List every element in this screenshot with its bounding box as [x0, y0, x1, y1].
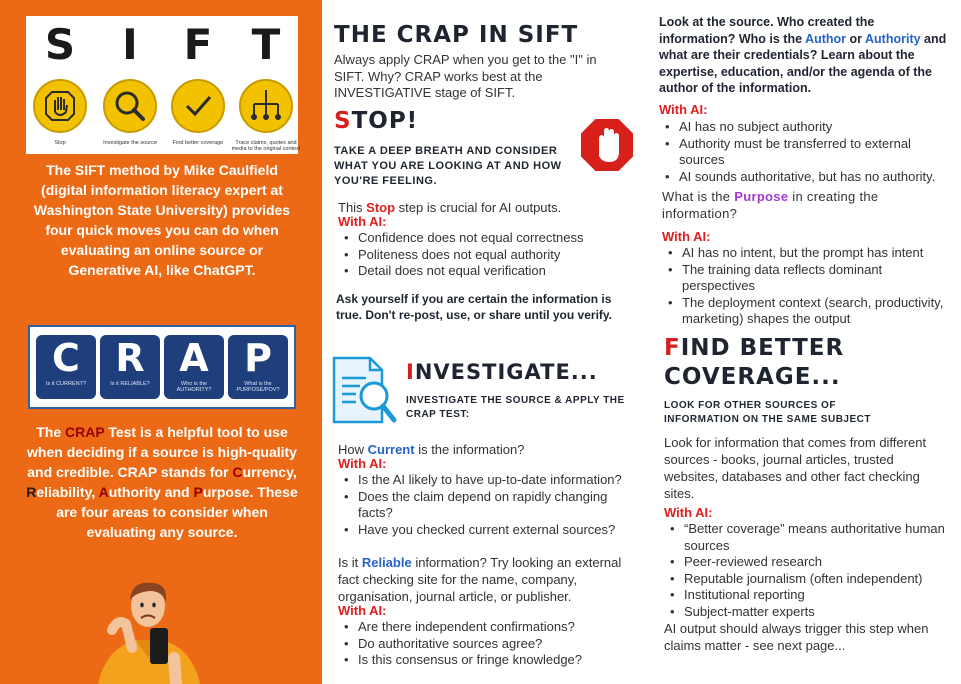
purpose-ai-list — [660, 245, 952, 328]
current-keyword: Current — [367, 442, 415, 457]
list-item: • The training data reflects dominant perspectives — [660, 262, 952, 295]
sift-letter-i: I — [122, 20, 138, 69]
current-ai-list — [336, 472, 636, 538]
heading-initial: F — [664, 335, 681, 361]
sift-graphic — [26, 16, 301, 154]
text-span: information? Try looking an external fact checking site for the name, company, organisation, journal article, or publisher. — [338, 555, 622, 604]
crap-in-sift-text: Always apply CRAP when you get to the "I" in SIFT. Why? CRAP works best at the INVESTIGATIVE stage of SIFT. — [334, 52, 597, 100]
list-item: • AI sounds authoritative, but has no authority. — [657, 169, 949, 186]
investigate-subtitle: INVESTIGATE THE SOURCE & APPLY THE CRAP TEST: — [406, 395, 625, 420]
purpose-question — [662, 188, 942, 222]
text-span: uthority and — [108, 484, 194, 500]
find-text: Look for information that comes from different sources - books, journal articles, trusted websites, databases and other fact checking sites. — [664, 435, 927, 501]
stop-sign-icon — [578, 116, 636, 174]
crap-caption: Who is the AUTHORITY? — [176, 381, 212, 393]
stop-subtitle: TAKE A DEEP BREATH AND CONSIDER WHAT YOU ARE LOOKING AT AND HOW YOU'RE FEELING. — [334, 145, 562, 187]
crap-tile-a — [164, 335, 224, 399]
stop-keyword: Stop — [366, 200, 396, 215]
crap-caption: Is it RELIABLE? — [110, 381, 150, 387]
sift-label-stop: Stop — [54, 140, 66, 146]
sift-intro-text: The SIFT method by Mike Caulfield (digital information literacy expert at Washington State University) provides four quick moves you can do when evaluating an online source or Generative AI, like ChatGPT. — [33, 162, 291, 278]
crap-letter: R — [115, 336, 145, 380]
letter-c: C — [232, 464, 243, 480]
list-item: • Does the claim depend on rapidly changing facts? — [336, 489, 636, 522]
list-item: • Have you checked current external sources? — [336, 522, 636, 539]
text-span: What is the — [662, 189, 735, 204]
crap-tile-c — [36, 335, 96, 399]
crap-graphic — [28, 325, 296, 409]
text-span: urrency, — [242, 464, 297, 480]
authority-keyword: Authority — [865, 31, 921, 46]
list-item: • Subject-matter experts — [662, 604, 952, 621]
find-heading — [664, 334, 844, 392]
list-item: • Politeness does not equal authority — [336, 247, 626, 264]
letter-r: R — [26, 484, 37, 500]
letter-a: A — [98, 484, 109, 500]
person-phone-illustration — [92, 578, 204, 684]
text-span: and what are their credentials? Learn about the expertise, education, and/or the agenda of the author of the information. — [659, 31, 947, 95]
heading-rest: TOP! — [351, 108, 419, 134]
find-ai-list — [662, 521, 952, 620]
text-span: in creating the information? — [662, 189, 879, 221]
reliable-ai-list — [336, 619, 636, 669]
find-with-ai-label: With AI: — [664, 505, 713, 520]
text-span: The — [36, 424, 66, 440]
author-ai-list — [657, 119, 949, 185]
heading-initial: I — [406, 360, 415, 384]
list-item: • Authority must be transferred to external sources — [657, 136, 949, 169]
text-span: Look at the source. Who created the information? Who is the — [659, 15, 875, 46]
crap-caption: Is it CURRENT? — [45, 381, 87, 387]
stop-ai-list — [336, 230, 626, 280]
document-magnifier-icon — [330, 354, 400, 428]
list-item: • Confidence does not equal correctness — [336, 230, 626, 247]
crap-keyword: CRAP — [65, 424, 105, 440]
reliable-question — [338, 554, 634, 605]
text-span: is the information? — [414, 442, 525, 457]
list-item: • Reputable journalism (often independent) — [662, 571, 952, 588]
heading-rest: NVESTIGATE... — [414, 360, 598, 384]
list-item: • AI has no subject authority — [657, 119, 949, 136]
stop-with-ai-label: With AI: — [338, 214, 387, 229]
list-item: • The deployment context (search, productivity, marketing) shapes the output — [660, 295, 952, 328]
checkmark-icon — [170, 78, 226, 134]
text-span: Test is a helpful tool to use when deciding if a source is high-quality and credible. CRAP stands for — [27, 424, 297, 480]
text-span: urpose. These are four areas to consider when evaluating any source. — [56, 484, 298, 540]
list-item: • Peer-reviewed research — [662, 554, 952, 571]
heading-rest: IND BETTER — [680, 335, 845, 361]
find-subtitle: LOOK FOR OTHER SOURCES OF INFORMATION ON THE SAME SUBJECT — [664, 400, 871, 425]
list-item: • Institutional reporting — [662, 587, 952, 604]
purpose-with-ai-label: With AI: — [662, 229, 711, 244]
reliable-with-ai-label: With AI: — [338, 603, 387, 618]
crap-tile-r — [100, 335, 160, 399]
author-keyword: Author — [805, 31, 847, 46]
sift-letter-s: S — [44, 20, 76, 69]
author-with-ai-label: With AI: — [659, 102, 708, 117]
list-item: • Do authoritative sources agree? — [336, 636, 636, 653]
letter-p: P — [193, 484, 203, 500]
reliable-keyword: Reliable — [361, 555, 412, 570]
magnifier-icon — [102, 78, 158, 134]
text-span: or — [846, 31, 866, 46]
list-item: • Detail does not equal verification — [336, 263, 626, 280]
crap-caption: What is the PURPOSE/POV? — [236, 381, 280, 393]
crap-description-text — [26, 422, 298, 542]
sift-label-trace: Trace claims, quotes and media to the original context — [231, 140, 301, 152]
heading-initial: S — [334, 108, 352, 134]
crap-letter: C — [52, 336, 80, 380]
author-text — [659, 14, 949, 97]
stop-ask-text: Ask yourself if you are certain the information is true. Don't re-post, use, or share until you verify. — [336, 292, 613, 322]
stop-hand-icon — [32, 78, 88, 134]
sift-letter-t: T — [251, 20, 281, 69]
sift-label-investigate: Investigate the source — [103, 140, 157, 146]
list-item: • Are there independent confirmations? — [336, 619, 636, 636]
crap-letter: A — [179, 336, 209, 380]
text-span: eliability, — [36, 484, 99, 500]
sift-letter-f: F — [183, 20, 213, 69]
text-span: This — [338, 200, 367, 215]
list-item: • AI has no intent, but the prompt has intent — [660, 245, 952, 262]
purpose-keyword: Purpose — [734, 189, 789, 204]
list-item: • Is this consensus or fringe knowledge? — [336, 652, 636, 669]
list-item: • “Better coverage” means authoritative human sources — [662, 521, 952, 554]
text-span: Is it — [338, 555, 362, 570]
text-span: step is crucial for AI outputs. — [395, 200, 562, 215]
trace-icon — [238, 78, 294, 134]
list-item: • Is the AI likely to have up-to-date information? — [336, 472, 636, 489]
text-span: How — [338, 442, 368, 457]
heading-rest: COVERAGE... — [664, 364, 841, 390]
investigate-heading — [406, 360, 598, 384]
crap-tile-p — [228, 335, 288, 399]
current-with-ai-label: With AI: — [338, 456, 387, 471]
stop-heading — [334, 108, 418, 134]
sift-label-find: Find better coverage — [172, 140, 224, 146]
crap-letter: P — [244, 336, 272, 380]
find-closing-text: AI output should always trigger this step when claims matter - see next page... — [664, 621, 929, 653]
crap-in-sift-heading: THE CRAP IN SIFT — [334, 22, 579, 48]
